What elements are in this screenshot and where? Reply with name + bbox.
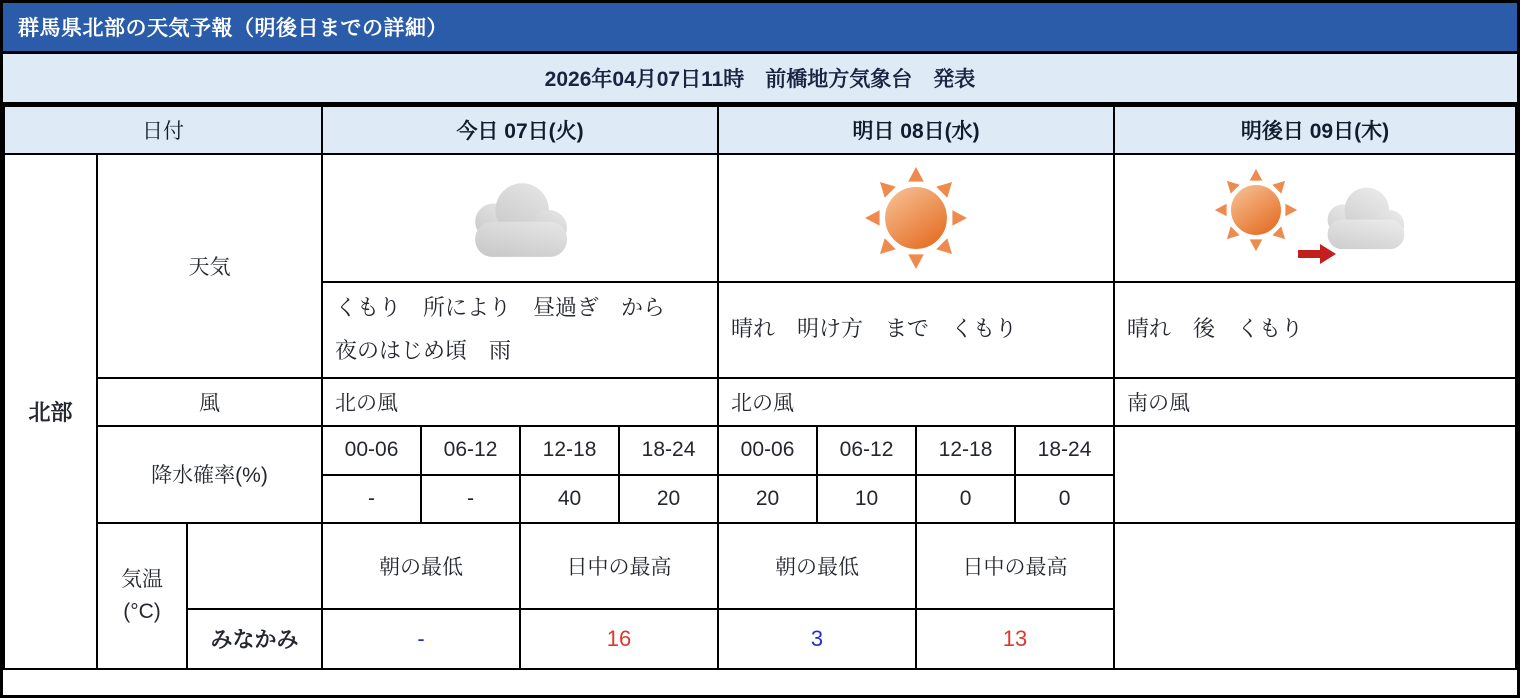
- temperature-label: 気温 (°C): [97, 523, 187, 669]
- precip-value-today-3: 40: [520, 475, 619, 523]
- precip-slot-today-2: 06-12: [421, 426, 520, 475]
- precip-value-tomorrow-4: 0: [1015, 475, 1114, 523]
- wind-label: 風: [97, 378, 322, 426]
- wind-value-today: 北の風: [322, 378, 718, 426]
- precip-slot-tomorrow-2: 06-12: [817, 426, 916, 475]
- precip-slot-tomorrow-4: 18-24: [1015, 426, 1114, 475]
- weather-label: 天気: [97, 154, 322, 378]
- weather-icon-cell-today: [322, 154, 718, 282]
- weather-text-tomorrow: 晴れ 明け方 まで くもり: [718, 282, 1114, 378]
- region-label: 北部: [4, 154, 97, 669]
- temp-min-tomorrow: 3: [718, 609, 916, 669]
- weather-icon-cell-tomorrow: [718, 154, 1114, 282]
- temp-max-header-today: 日中の最高: [520, 523, 718, 609]
- precip-value-today-1: -: [322, 475, 421, 523]
- precip-dayafter-empty: [1114, 426, 1516, 523]
- weather-text-dayafter: 晴れ 後 くもり: [1114, 282, 1516, 378]
- precip-value-today-2: -: [421, 475, 520, 523]
- precip-slot-today-4: 18-24: [619, 426, 718, 475]
- day-header-today: 今日 07日(火): [322, 106, 718, 154]
- temp-max-tomorrow: 13: [916, 609, 1114, 669]
- wind-value-dayafter: 南の風: [1114, 378, 1516, 426]
- precip-value-today-4: 20: [619, 475, 718, 523]
- precip-slot-today-1: 00-06: [322, 426, 421, 475]
- temp-min-header-tomorrow: 朝の最低: [718, 523, 916, 609]
- wind-value-tomorrow: 北の風: [718, 378, 1114, 426]
- precip-value-tomorrow-1: 20: [718, 475, 817, 523]
- cloud-icon: [461, 179, 579, 258]
- weather-icon-cell-dayafter: [1114, 154, 1516, 282]
- page-title: 群馬県北部の天気予報（明後日までの詳細）: [3, 3, 1517, 54]
- announcement: 2026年04月07日11時 前橋地方気象台 発表: [3, 54, 1517, 105]
- precip-value-tomorrow-2: 10: [817, 475, 916, 523]
- temp-dayafter-empty: [1114, 523, 1516, 669]
- precip-value-tomorrow-3: 0: [916, 475, 1015, 523]
- day-header-tomorrow: 明日 08日(水): [718, 106, 1114, 154]
- precip-slot-tomorrow-3: 12-18: [916, 426, 1015, 475]
- temp-min-header-today: 朝の最低: [322, 523, 520, 609]
- temp-location-header-empty: [187, 523, 322, 609]
- temp-min-today: -: [322, 609, 520, 669]
- weather-text-today: くもり 所により 昼過ぎ から 夜のはじめ頃 雨: [322, 282, 718, 378]
- location-label: みなかみ: [187, 609, 322, 669]
- precip-slot-tomorrow-1: 00-06: [718, 426, 817, 475]
- precip-slot-today-3: 12-18: [520, 426, 619, 475]
- sun-then-cloud-icon: [1210, 160, 1420, 276]
- temp-max-today: 16: [520, 609, 718, 669]
- temp-max-header-tomorrow: 日中の最高: [916, 523, 1114, 609]
- sun-icon: [1214, 168, 1298, 252]
- forecast-table: [3, 105, 1517, 670]
- day-header-dayafter: 明後日 09日(木): [1114, 106, 1516, 154]
- date-label: 日付: [4, 106, 322, 154]
- cloud-icon: [1316, 184, 1414, 250]
- arrow-right-icon: [1298, 244, 1336, 264]
- sun-icon: [864, 166, 968, 270]
- precip-label: 降水確率(%): [97, 426, 322, 523]
